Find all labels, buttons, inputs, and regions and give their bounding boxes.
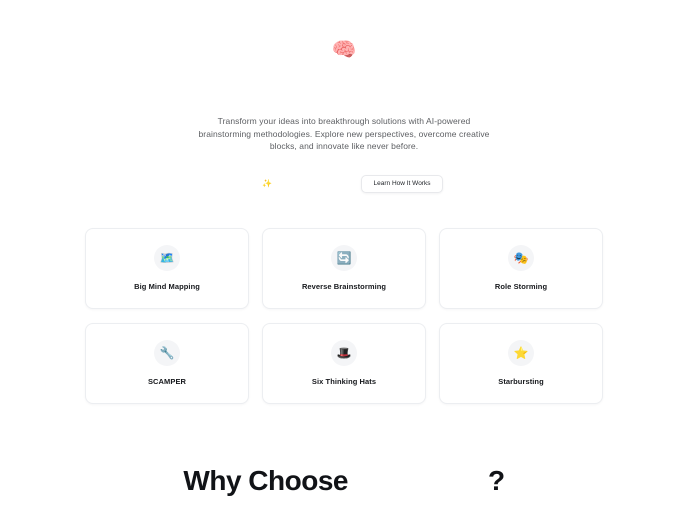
methods-grid (85, 228, 603, 404)
masks-icon: 🎭 (508, 245, 534, 271)
card-title: Big Mind Mapping (134, 282, 200, 292)
card-role-storming[interactable] (439, 228, 603, 309)
hat-icon: 🎩 (331, 340, 357, 366)
why-choose-prefix: Why Choose (183, 465, 348, 496)
cta-row (245, 175, 443, 193)
refresh-icon: 🔄 (331, 245, 357, 271)
card-reverse-brainstorming[interactable] (262, 228, 426, 309)
card-scamper[interactable] (85, 323, 249, 404)
sparkle-icon: ✨ (262, 179, 273, 189)
star-icon: ⭐ (508, 340, 534, 366)
card-title: Role Storming (494, 282, 548, 292)
map-icon: 🗺️ (154, 245, 180, 271)
card-title: SCAMPER (147, 377, 187, 387)
card-big-mind-mapping[interactable] (85, 228, 249, 309)
card-title: Reverse Brainstorming (301, 282, 387, 292)
card-starbursting[interactable] (439, 323, 603, 404)
start-brainstorming-label (276, 180, 332, 187)
card-title: Six Thinking Hats (311, 377, 377, 387)
brain-icon: 🧠 (331, 39, 357, 61)
card-six-thinking-hats[interactable] (262, 323, 426, 404)
learn-how-it-works-button[interactable]: Learn How It Works (361, 175, 443, 193)
wrench-icon: 🔧 (154, 340, 180, 366)
why-choose-suffix: ? (487, 465, 505, 496)
why-choose-section (0, 450, 688, 512)
hero-subtitle: Transform your ideas into breakthrough solutions with AI-powered brainstorming methodologies. Explore new perspectives, overcome creative blocks, and innovate like never before. (198, 116, 490, 152)
hero-section (0, 0, 688, 193)
why-choose-heading (183, 465, 504, 497)
card-title: Starbursting (498, 377, 544, 387)
start-brainstorming-button[interactable] (245, 175, 349, 193)
